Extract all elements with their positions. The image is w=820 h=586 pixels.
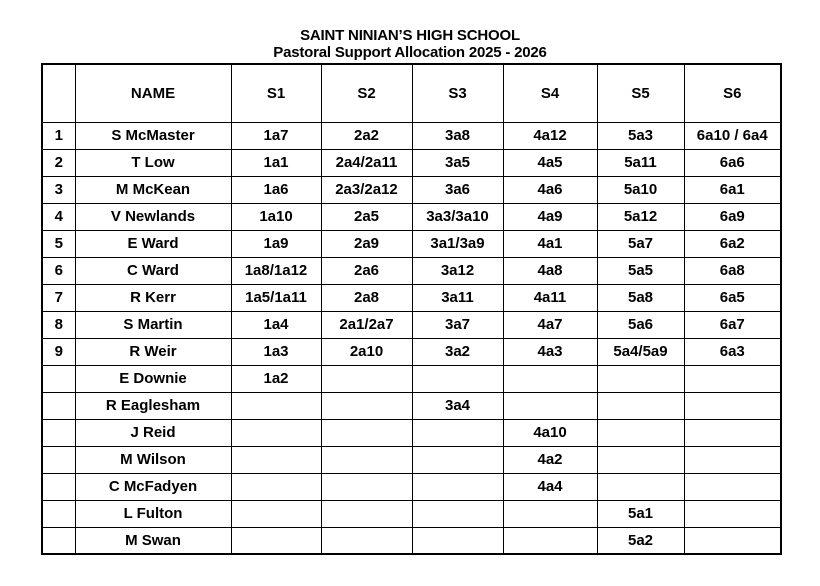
table-row (42, 257, 781, 284)
s4-cell (503, 392, 597, 419)
row-number-cell (42, 419, 75, 446)
s1-cell (231, 419, 321, 446)
school-title: SAINT NINIAN’S HIGH SCHOOL (300, 27, 520, 44)
s1-cell: 1a2 (231, 365, 321, 392)
s3-cell (412, 500, 503, 527)
s1-cell (231, 446, 321, 473)
s4-cell: 4a4 (503, 473, 597, 500)
row-number-cell (42, 365, 75, 392)
s3-header: S3 (412, 64, 503, 122)
row-number-cell: 4 (42, 203, 75, 230)
s5-cell (597, 446, 684, 473)
s2-cell (321, 446, 412, 473)
s3-cell: 3a6 (412, 176, 503, 203)
s1-cell: 1a10 (231, 203, 321, 230)
name-cell: S McMaster (75, 122, 231, 149)
row-number-cell: 5 (42, 230, 75, 257)
s1-cell (231, 527, 321, 554)
s4-cell: 4a6 (503, 176, 597, 203)
s5-cell: 5a11 (597, 149, 684, 176)
s3-cell: 3a4 (412, 392, 503, 419)
s1-cell: 1a1 (231, 149, 321, 176)
s2-cell: 2a10 (321, 338, 412, 365)
s6-cell (684, 365, 781, 392)
row-number-cell (42, 527, 75, 554)
s2-header: S2 (321, 64, 412, 122)
s6-cell: 6a3 (684, 338, 781, 365)
s3-cell: 3a8 (412, 122, 503, 149)
name-cell: L Fulton (75, 500, 231, 527)
table-row (42, 203, 781, 230)
row-number-cell: 7 (42, 284, 75, 311)
row-number-cell (42, 500, 75, 527)
s6-cell (684, 392, 781, 419)
s5-cell: 5a1 (597, 500, 684, 527)
s2-cell: 2a8 (321, 284, 412, 311)
name-cell: V Newlands (75, 203, 231, 230)
name-cell: M McKean (75, 176, 231, 203)
s5-cell: 5a10 (597, 176, 684, 203)
s2-cell: 2a2 (321, 122, 412, 149)
s6-cell: 6a1 (684, 176, 781, 203)
s1-cell: 1a3 (231, 338, 321, 365)
s1-cell: 1a4 (231, 311, 321, 338)
name-cell: R Kerr (75, 284, 231, 311)
row-number-cell (42, 392, 75, 419)
row-number-header (42, 64, 75, 122)
s3-cell: 3a7 (412, 311, 503, 338)
s4-cell: 4a1 (503, 230, 597, 257)
table-row (42, 527, 781, 554)
s5-cell (597, 473, 684, 500)
s4-cell: 4a9 (503, 203, 597, 230)
name-cell: M Wilson (75, 446, 231, 473)
table-row (42, 392, 781, 419)
s6-cell: 6a6 (684, 149, 781, 176)
name-cell: R Weir (75, 338, 231, 365)
s6-header: S6 (684, 64, 781, 122)
row-number-cell (42, 446, 75, 473)
table-row (42, 365, 781, 392)
s5-cell: 5a2 (597, 527, 684, 554)
s2-cell (321, 365, 412, 392)
s5-cell: 5a6 (597, 311, 684, 338)
s3-cell: 3a12 (412, 257, 503, 284)
s4-cell (503, 365, 597, 392)
header-row (42, 64, 781, 122)
s2-cell: 2a6 (321, 257, 412, 284)
s5-cell: 5a5 (597, 257, 684, 284)
s1-cell: 1a9 (231, 230, 321, 257)
s4-cell: 4a2 (503, 446, 597, 473)
table-row (42, 473, 781, 500)
s3-cell (412, 473, 503, 500)
s2-cell: 2a9 (321, 230, 412, 257)
s6-cell (684, 419, 781, 446)
s4-cell (503, 527, 597, 554)
name-cell: E Ward (75, 230, 231, 257)
s4-cell: 4a10 (503, 419, 597, 446)
table-row (42, 122, 781, 149)
s2-cell: 2a3/2a12 (321, 176, 412, 203)
document-subtitle: Pastoral Support Allocation 2025 - 2026 (273, 44, 547, 61)
s4-cell (503, 500, 597, 527)
s4-header: S4 (503, 64, 597, 122)
name-cell: C McFadyen (75, 473, 231, 500)
s1-cell (231, 500, 321, 527)
row-number-cell: 9 (42, 338, 75, 365)
s5-cell: 5a4/5a9 (597, 338, 684, 365)
s6-cell: 6a10 / 6a4 (684, 122, 781, 149)
s5-cell: 5a3 (597, 122, 684, 149)
s6-cell: 6a7 (684, 311, 781, 338)
s4-cell: 4a7 (503, 311, 597, 338)
s3-cell: 3a11 (412, 284, 503, 311)
s5-cell (597, 419, 684, 446)
s1-cell: 1a8/1a12 (231, 257, 321, 284)
s4-cell: 4a3 (503, 338, 597, 365)
page-header (0, 27, 820, 61)
s3-cell (412, 446, 503, 473)
name-cell: S Martin (75, 311, 231, 338)
row-number-cell: 2 (42, 149, 75, 176)
s1-cell (231, 473, 321, 500)
table-row (42, 338, 781, 365)
table-row (42, 419, 781, 446)
s5-cell (597, 365, 684, 392)
s2-cell (321, 500, 412, 527)
s2-cell: 2a5 (321, 203, 412, 230)
s4-cell: 4a8 (503, 257, 597, 284)
row-number-cell (42, 473, 75, 500)
s6-cell (684, 527, 781, 554)
name-cell: M Swan (75, 527, 231, 554)
s2-cell: 2a1/2a7 (321, 311, 412, 338)
name-cell: E Downie (75, 365, 231, 392)
table-row (42, 149, 781, 176)
allocation-table (41, 63, 782, 555)
s2-cell: 2a4/2a11 (321, 149, 412, 176)
s3-cell: 3a5 (412, 149, 503, 176)
s4-cell: 4a5 (503, 149, 597, 176)
s3-cell: 3a3/3a10 (412, 203, 503, 230)
s3-cell (412, 527, 503, 554)
table-row (42, 176, 781, 203)
s6-cell (684, 446, 781, 473)
s1-cell: 1a5/1a11 (231, 284, 321, 311)
table-row (42, 500, 781, 527)
name-cell: C Ward (75, 257, 231, 284)
s1-header: S1 (231, 64, 321, 122)
s5-cell (597, 392, 684, 419)
s3-cell: 3a1/3a9 (412, 230, 503, 257)
s6-cell (684, 500, 781, 527)
table-row (42, 284, 781, 311)
table-row (42, 230, 781, 257)
s3-cell (412, 419, 503, 446)
s6-cell: 6a5 (684, 284, 781, 311)
row-number-cell: 3 (42, 176, 75, 203)
s1-cell: 1a6 (231, 176, 321, 203)
s2-cell (321, 527, 412, 554)
name-header: NAME (75, 64, 231, 122)
s4-cell: 4a11 (503, 284, 597, 311)
s2-cell (321, 392, 412, 419)
row-number-cell: 8 (42, 311, 75, 338)
s3-cell: 3a2 (412, 338, 503, 365)
s5-cell: 5a8 (597, 284, 684, 311)
s6-cell: 6a9 (684, 203, 781, 230)
s6-cell: 6a2 (684, 230, 781, 257)
s1-cell (231, 392, 321, 419)
s5-header: S5 (597, 64, 684, 122)
s4-cell: 4a12 (503, 122, 597, 149)
name-cell: R Eaglesham (75, 392, 231, 419)
table-row (42, 446, 781, 473)
s1-cell: 1a7 (231, 122, 321, 149)
row-number-cell: 6 (42, 257, 75, 284)
s3-cell (412, 365, 503, 392)
name-cell: T Low (75, 149, 231, 176)
s2-cell (321, 473, 412, 500)
s6-cell: 6a8 (684, 257, 781, 284)
s5-cell: 5a7 (597, 230, 684, 257)
s5-cell: 5a12 (597, 203, 684, 230)
s6-cell (684, 473, 781, 500)
row-number-cell: 1 (42, 122, 75, 149)
table-row (42, 311, 781, 338)
name-cell: J Reid (75, 419, 231, 446)
s2-cell (321, 419, 412, 446)
